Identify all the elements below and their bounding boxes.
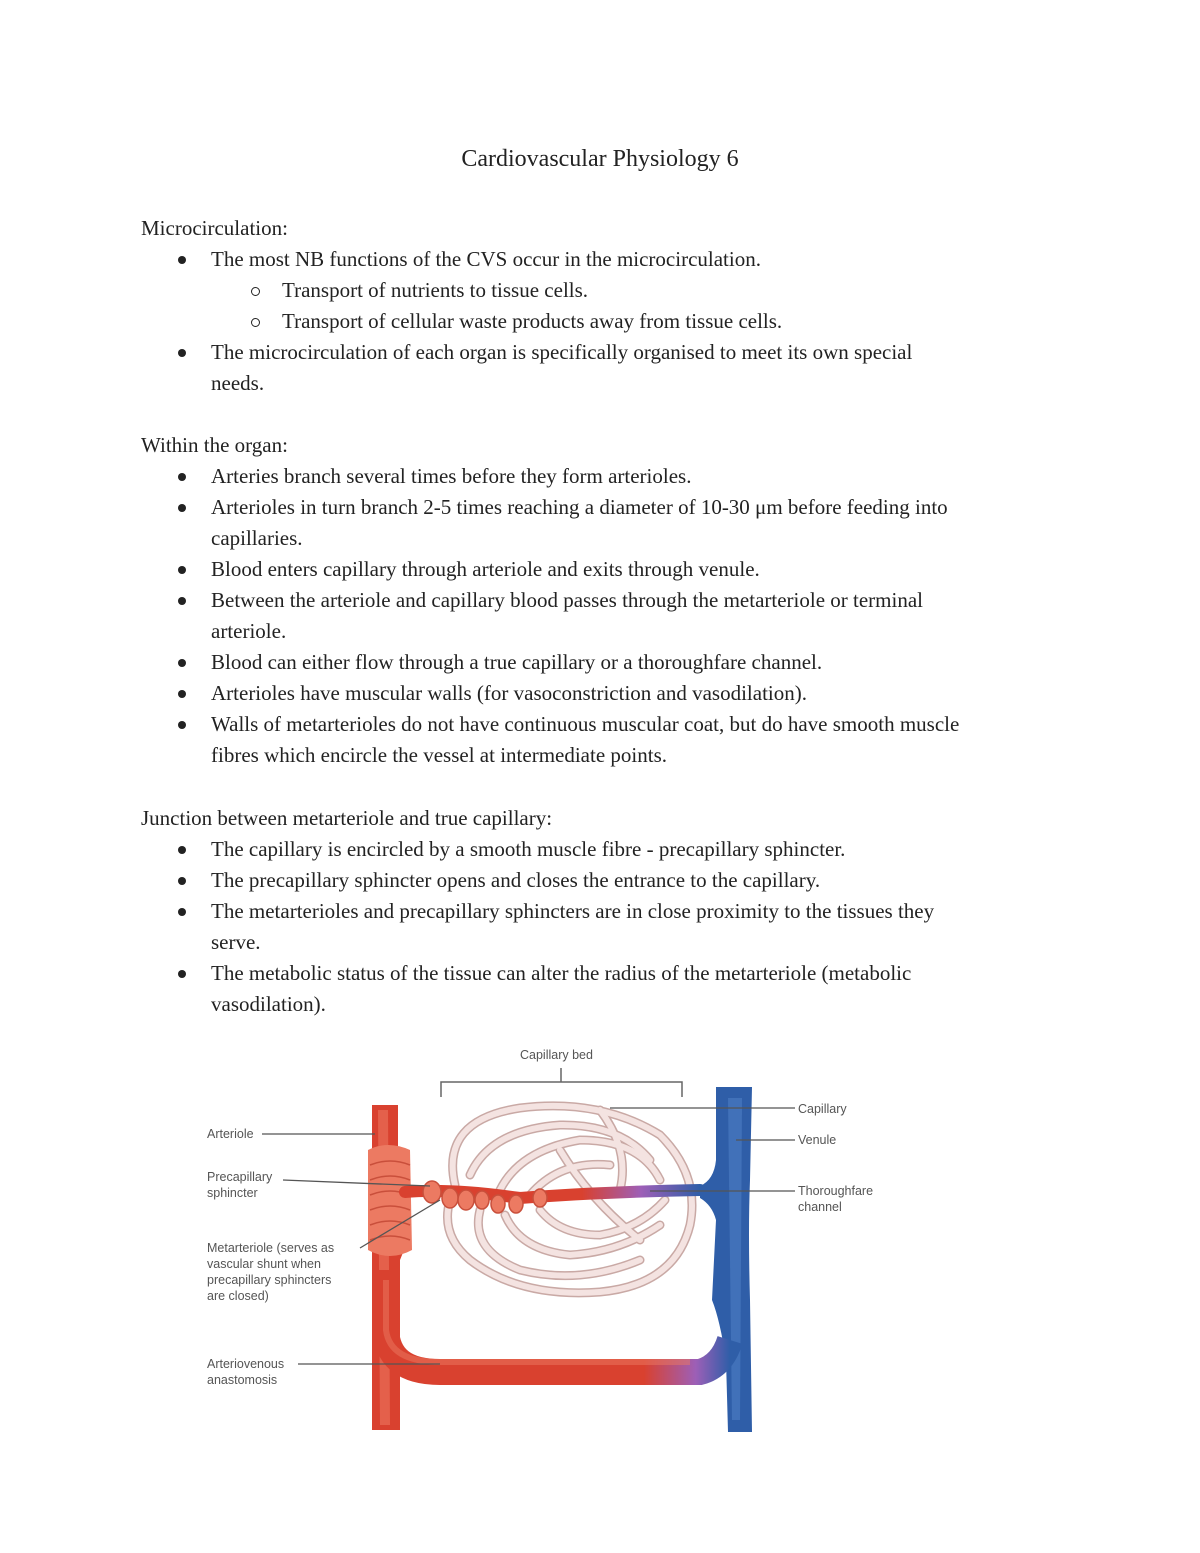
section-heading: Junction between metarteriole and true capillary:: [141, 806, 553, 830]
capillary-bed-bracket: [441, 1068, 682, 1097]
section-heading: Microcirculation:: [141, 216, 288, 240]
list-item-line: Transport of nutrients to tissue cells.: [282, 278, 589, 302]
list-item-line: Between the arteriole and capillary blood passes through the metarteriole or terminal: [211, 588, 923, 612]
list-item-line: Transport of cellular waste products away from tissue cells.: [282, 309, 783, 333]
label-metarteriole-3: precapillary sphincters: [207, 1273, 332, 1287]
arteriole-vessel: [368, 1105, 412, 1430]
label-thoroughfare-1: Thoroughfare: [798, 1184, 874, 1198]
list-item-line: Blood can either flow through a true capillary or a thoroughfare channel.: [211, 650, 823, 674]
label-av-1: Arteriovenous: [207, 1357, 285, 1371]
list-item-line: vasodilation).: [211, 992, 326, 1016]
label-precapillary-1: Precapillary: [207, 1170, 273, 1184]
list-item-line: fibres which encircle the vessel at intermediate points.: [211, 743, 668, 767]
label-capillary: Capillary: [798, 1102, 847, 1116]
label-precapillary-2: sphincter: [207, 1186, 258, 1200]
list-item-line: Walls of metarterioles do not have continuous muscular coat, but do have smooth muscle: [211, 712, 960, 736]
list-item-line: arteriole.: [211, 619, 287, 643]
list-item-line: needs.: [211, 371, 265, 395]
label-metarteriole-1: Metarteriole (serves as: [207, 1241, 335, 1255]
label-venule: Venule: [798, 1133, 837, 1147]
section-heading: Within the organ:: [141, 433, 288, 457]
label-capillary-bed: Capillary bed: [520, 1048, 593, 1062]
list-item-line: The precapillary sphincter opens and closes the entrance to the capillary.: [211, 868, 821, 892]
list-item-line: Arterioles have muscular walls (for vasoconstriction and vasodilation).: [211, 681, 807, 705]
list-item-line: Arteries branch several times before they form arterioles.: [211, 464, 692, 488]
label-metarteriole-4: are closed): [207, 1289, 269, 1303]
arteriovenous-anastomosis: [386, 1270, 730, 1372]
list-item-line: capillaries.: [211, 526, 303, 550]
leader-lines: [262, 1108, 795, 1364]
list-item-line: The metabolic status of the tissue can alter the radius of the metarteriole (metabolic: [211, 961, 912, 985]
label-thoroughfare-2: channel: [798, 1200, 842, 1214]
list-item-line: The metarterioles and precapillary sphincters are in close proximity to the tissues they: [211, 899, 935, 923]
list-item-line: Arterioles in turn branch 2-5 times reaching a diameter of 10-30 μm before feeding into: [211, 495, 948, 519]
label-arteriole: Arteriole: [207, 1127, 254, 1141]
label-metarteriole-2: vascular shunt when: [207, 1257, 321, 1271]
list-item-line: serve.: [211, 930, 261, 954]
label-av-2: anastomosis: [207, 1373, 278, 1387]
list-item-line: The capillary is encircled by a smooth muscle fibre - precapillary sphincter.: [211, 837, 846, 861]
list-item-line: Blood enters capillary through arteriole and exits through venule.: [211, 557, 760, 581]
page-title: Cardiovascular Physiology 6: [461, 146, 739, 172]
list-item-line: The microcirculation of each organ is specifically organised to meet its own special: [211, 340, 913, 364]
list-item-line: The most NB functions of the CVS occur in the microcirculation.: [211, 247, 761, 271]
